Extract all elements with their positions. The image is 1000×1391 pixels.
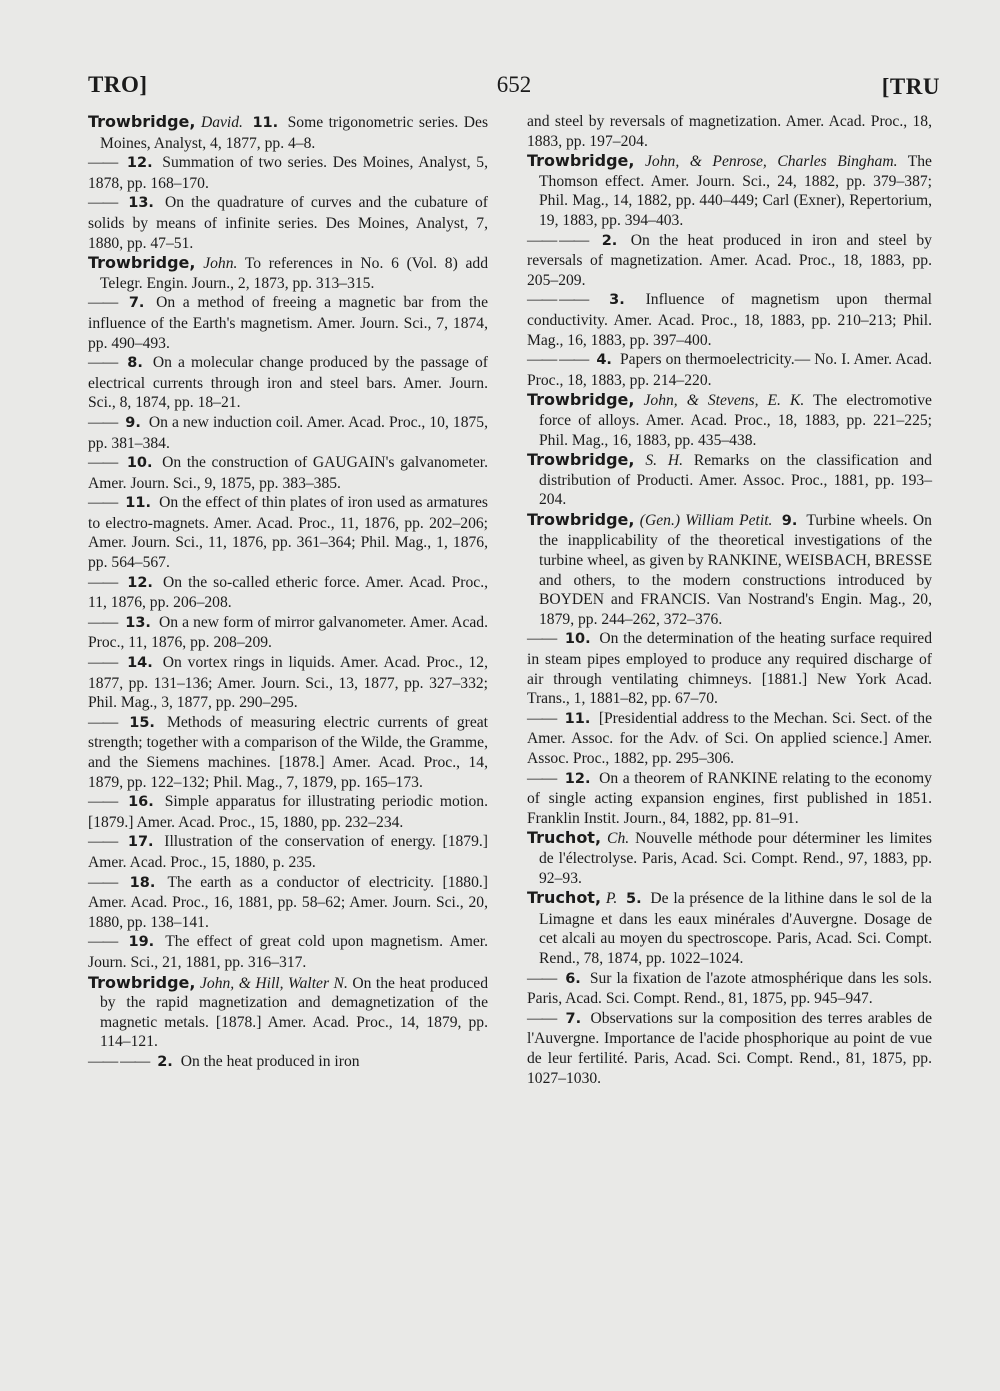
ditto-dash: —— xyxy=(88,354,118,372)
ditto-dash: —— xyxy=(88,494,118,512)
header-left-catchword: TRO] xyxy=(88,72,148,97)
paper-number: 11. xyxy=(125,495,151,512)
ditto-dash: —— —— xyxy=(527,351,589,369)
bibliography-subentry xyxy=(527,629,932,708)
bibliography-subentry xyxy=(88,353,488,413)
citation-text: On a molecular change produced by the passage of electrical currents through iron and steel bars. Amer. Journ. Sci., 8, 1874, pp. 18–21. xyxy=(88,354,488,412)
paper-number: 7. xyxy=(565,1010,582,1027)
citation-text: On the heat produced in iron and steel by reversals of magnetization. Amer. Acad. Proc., 18, 1883, pp. 205–209. xyxy=(527,231,932,289)
page-header xyxy=(88,68,940,108)
paper-number: 11. xyxy=(252,115,279,131)
ditto-dash: —— xyxy=(88,713,118,731)
left-column xyxy=(88,112,488,1073)
bibliography-subentry xyxy=(88,613,488,653)
citation-text: On the effect of thin plates of iron used as armatures to electro-magnets. Amer. Acad. Proc., 11, 1876, pp. 202–206; Amer. Journ. Sci., 11, 1876, pp. 361–364; Phil. Mag., 1, 1876, pp. 564–567. xyxy=(88,494,488,572)
ditto-dash: —— xyxy=(88,654,118,672)
author-given-name: P. xyxy=(605,890,618,908)
ditto-dash: —— xyxy=(527,709,557,727)
author-given-name: David. xyxy=(200,114,243,131)
paper-number: 15. xyxy=(129,714,155,731)
ditto-dash: —— xyxy=(88,793,118,811)
bibliography-entry xyxy=(88,112,488,153)
paper-number: 7. xyxy=(128,295,145,312)
paper-number: 3. xyxy=(609,292,625,309)
bibliography-entry xyxy=(527,510,932,630)
citation-text: To references in No. 6 (Vol. 8) add Telegr. Engin. Journ., 2, 1873, pp. 313–315. xyxy=(100,255,488,292)
ditto-dash: —— xyxy=(527,969,557,987)
citation-text: On the construction of GAUGAIN's galvanometer. Amer. Journ. Sci., 9, 1875, pp. 383–385. xyxy=(88,454,489,492)
bibliography-subentry xyxy=(88,413,488,453)
bibliography-subentry xyxy=(527,709,932,769)
bibliography-subentry xyxy=(88,653,488,713)
bibliography-subentry xyxy=(88,713,488,792)
ditto-dash: —— xyxy=(88,294,118,312)
paper-number: 8. xyxy=(127,355,143,372)
citation-text: Nouvelle méthode pour déterminer les limites de l'électrolyse. Paris, Acad. Sci. Compt. Rend., 97, 1883, pp. 92–93. xyxy=(539,830,932,887)
bibliography-subentry xyxy=(88,792,488,832)
citation-text: Papers on thermoelectricity.— No. I. Amer. Acad. Proc., 18, 1883, pp. 214–220. xyxy=(527,351,933,389)
author-given-name: John. xyxy=(203,255,238,273)
ditto-dash: —— xyxy=(88,413,118,431)
citation-text: Summation of two series. Des Moines, Analyst, 5, 1878, pp. 168–170. xyxy=(88,154,489,192)
paper-number: 13. xyxy=(128,195,154,212)
bibliography-entry xyxy=(88,973,488,1052)
author-name: Trowbridge, xyxy=(527,450,635,470)
paper-number: 4. xyxy=(596,352,612,369)
paper-number: 13. xyxy=(125,614,151,631)
ditto-dash: —— xyxy=(88,833,118,851)
citation-text: On a theorem of RANKINE relating to the economy of single acting expansion engines, first published in 1851. Franklin Instit. Journ., 84, 1882, pp. 81–91. xyxy=(527,769,932,827)
citation-text: On the quadrature of curves and the cubature of solids by means of infinite series. Des Moines, Analyst, 7, 1880, pp. 47–51. xyxy=(88,194,488,252)
author-given-name: (Gen.) William Petit. xyxy=(639,511,773,529)
paper-number: 18. xyxy=(129,874,156,891)
citation-text: Remarks on the classification and distribution of Producti. Amer. Assoc. Proc., 1881, pp. 193–204. xyxy=(539,452,932,509)
citation-text: On a new induction coil. Amer. Acad. Proc., 10, 1875, pp. 381–384. xyxy=(88,413,488,452)
paper-number: 9. xyxy=(125,414,141,431)
ditto-dash: —— xyxy=(88,573,118,591)
citation-text: The earth as a conductor of electricity. [1880.] Amer. Acad. Proc., 16, 1881, pp. 58–62; Amer. Journ. Sci., 20, 1880, pp. 138–141. xyxy=(88,873,488,931)
citation-text: Sur la fixation de l'azote atmosphérique dans les sols. Paris, Acad. Sci. Compt. Rend., 81, 1875, pp. 945–947. xyxy=(527,969,932,1008)
ditto-dash: —— xyxy=(88,454,118,472)
paper-number: 19. xyxy=(128,934,155,951)
paper-number: 16. xyxy=(128,794,154,811)
author-name: Trowbridge, xyxy=(88,972,196,992)
citation-text: The electromotive force of alloys. Amer. Acad. Proc., 18, 1883, pp. 221–225; Phil. Mag., 16, 1883, pp. 435–438. xyxy=(539,392,932,449)
citation-text: De la présence de la lithine dans le sol de la Limagne et dans les eaux minérales d'Auvergne. Dosage de cet alcali au moyen du spectroscope. Paris, Acad. Sci. Compt. Rend., 78, 1874, pp. 1022–1024. xyxy=(539,890,932,967)
ditto-dash: —— —— xyxy=(88,1052,150,1070)
paper-number: 12. xyxy=(564,770,591,787)
bibliography-subentry xyxy=(88,193,488,253)
bibliography-subentry xyxy=(88,832,488,872)
ditto-dash: —— —— xyxy=(527,291,589,309)
paper-number: 11. xyxy=(564,710,591,727)
bibliography-subentry xyxy=(88,873,488,933)
page-number: 652 xyxy=(496,72,532,97)
bibliography-subentry xyxy=(88,573,488,613)
author-name: Trowbridge, xyxy=(527,151,635,171)
bibliography-subentry xyxy=(527,231,932,291)
ditto-dash: —— xyxy=(88,873,118,891)
bibliography-subentry xyxy=(527,969,932,1009)
citation-text: Simple apparatus for illustrating periodic motion. [1879.] Amer. Acad. Proc., 15, 1880, pp. 232–234. xyxy=(88,793,489,831)
ditto-dash: —— —— xyxy=(527,231,589,249)
citation-text: and steel by reversals of magnetization. Amer. Acad. Proc., 18, 1883, pp. 197–204. xyxy=(527,113,932,150)
paper-number: 12. xyxy=(127,574,153,591)
citation-text: The effect of great cold upon magnetism. Amer. Journ. Sci., 21, 1881, pp. 316–317. xyxy=(88,933,488,971)
author-name: Trowbridge, xyxy=(527,509,635,529)
paper-number: 9. xyxy=(781,512,798,529)
author-given-name: Ch. xyxy=(607,830,630,848)
author-name: Truchot, xyxy=(527,828,602,848)
bibliography-subentry xyxy=(527,112,932,151)
paper-number: 2. xyxy=(601,232,618,249)
bibliography-entry xyxy=(527,888,932,968)
author-given-name: S. H. xyxy=(645,452,683,470)
bibliography-subentry xyxy=(88,453,488,493)
bibliography-subentry xyxy=(527,350,932,390)
bibliography-entry xyxy=(527,450,932,510)
citation-text: Illustration of the conservation of energy. [1879.] Amer. Acad. Proc., 15, 1880, p. 235. xyxy=(88,833,488,871)
citation-text: On the so-called etheric force. Amer. Acad. Proc., 11, 1876, pp. 206–208. xyxy=(88,573,488,612)
author-given-name: John, & Penrose, Charles Bingham. xyxy=(645,153,898,171)
ditto-dash: —— xyxy=(527,630,557,648)
citation-text: On the heat produced by the rapid magnetization and demagnetization of the magnetic metals. [1878.] Amer. Acad. Proc., 14, 1879, pp. 114–121. xyxy=(100,974,488,1051)
citation-text: Observations sur la composition des terres arables de l'Auvergne. Importance de l'acide phosphorique au point de vue de leur fertilité. Paris, Acad. Sci. Compt. Rend., 81, 1875, pp. 1027–1030. xyxy=(527,1009,932,1087)
citation-text: [Presidential address to the Mechan. Sci. Sect. of the Amer. Assoc. for the Adv. of Sci. On applied science.] Amer. Assoc. Proc., 1882, pp. 295–306. xyxy=(527,709,932,767)
ditto-dash: —— xyxy=(527,1009,557,1027)
paper-number: 10. xyxy=(126,455,153,472)
bibliography-subentry xyxy=(88,153,488,193)
citation-text: Influence of magnetism upon thermal conductivity. Amer. Acad. Proc., 18, 1883, pp. 210–213; Phil. Mag., 16, 1883, pp. 397–400. xyxy=(527,291,933,349)
citation-text: Some trigonometric series. Des Moines, Analyst, 4, 1877, pp. 4–8. xyxy=(100,114,489,152)
citation-text: On vortex rings in liquids. Amer. Acad. Proc., 12, 1877, pp. 131–136; Amer. Journ. Sci., 13, 1877, pp. 327–332; Phil. Mag., 3, 1877, pp. 290–295. xyxy=(88,654,488,712)
header-right-catchword: [TRU xyxy=(881,74,940,99)
bibliography-subentry xyxy=(88,1052,488,1073)
author-name: Trowbridge, xyxy=(527,390,635,410)
bibliography-subentry xyxy=(527,769,932,829)
citation-text: On a new form of mirror galvanometer. Amer. Acad. Proc., 11, 1876, pp. 208–209. xyxy=(88,613,489,652)
author-name: Trowbridge, xyxy=(88,112,196,131)
author-name: Truchot, xyxy=(527,888,602,908)
citation-text: On the determination of the heating surface required in steam pipes employed to produce any required discharge of air through ventilating chimneys. [1881.] New York Acad. Trans., 1, 1881–82, pp. 67–70. xyxy=(527,630,933,708)
bibliography-subentry xyxy=(88,293,488,353)
ditto-dash: —— xyxy=(527,769,557,787)
bibliography-entry xyxy=(527,151,932,230)
citation-text: Turbine wheels. On the inapplicability of the theoretical investigations of the turbine wheel, as given by RANKINE, WEISBACH, BRESSE and others, to the modern constructions introduced by BOYDEN and FRANCIS. Van Nostrand's Engin. Mag., 20, 1879, pp. 244–262, 372–376. xyxy=(539,511,932,628)
citation-text: The Thomson effect. Amer. Journ. Sci., 24, 1882, pp. 379–387; Phil. Mag., 14, 1882, pp. 440–449; Carl (Exner), Repertorium, 19, 1883, pp. 394–403. xyxy=(539,153,932,229)
ditto-dash: —— xyxy=(88,613,118,631)
citation-text: On the heat produced in iron xyxy=(180,1052,360,1070)
right-column xyxy=(527,112,932,1088)
paper-number: 12. xyxy=(126,155,153,172)
paper-number: 2. xyxy=(157,1053,173,1070)
bibliography-subentry xyxy=(88,932,488,972)
author-given-name: John, & Hill, Walter N. xyxy=(200,974,348,992)
ditto-dash: —— xyxy=(88,933,118,951)
paper-number: 5. xyxy=(626,891,642,908)
bibliography-subentry xyxy=(527,290,932,350)
ditto-dash: —— xyxy=(88,194,118,212)
paper-number: 6. xyxy=(565,970,581,987)
paper-number: 17. xyxy=(127,834,154,851)
bibliography-entry xyxy=(88,253,488,293)
citation-text: Methods of measuring electric currents of great strength; together with a comparison of the Wilde, the Gramme, and the Siemens machines. [1878.] Amer. Acad. Proc., 14, 1879, pp. 122–132; Phil. Mag., 7, 1879, pp. 165–173. xyxy=(88,713,488,791)
bibliography-entry xyxy=(527,390,932,450)
bibliography-subentry xyxy=(88,493,488,572)
bibliography-entry xyxy=(527,828,932,888)
paper-number: 10. xyxy=(564,631,591,648)
paper-number: 14. xyxy=(127,655,153,672)
ditto-dash: —— xyxy=(88,154,118,172)
author-given-name: John, & Stevens, E. K. xyxy=(643,392,805,410)
author-name: Trowbridge, xyxy=(88,253,196,273)
citation-text: On a method of freeing a magnetic bar from the influence of the Earth's magnetism. Amer. Journ. Sci., 7, 1874, pp. 490–493. xyxy=(88,294,488,352)
bibliography-subentry xyxy=(527,1009,932,1088)
